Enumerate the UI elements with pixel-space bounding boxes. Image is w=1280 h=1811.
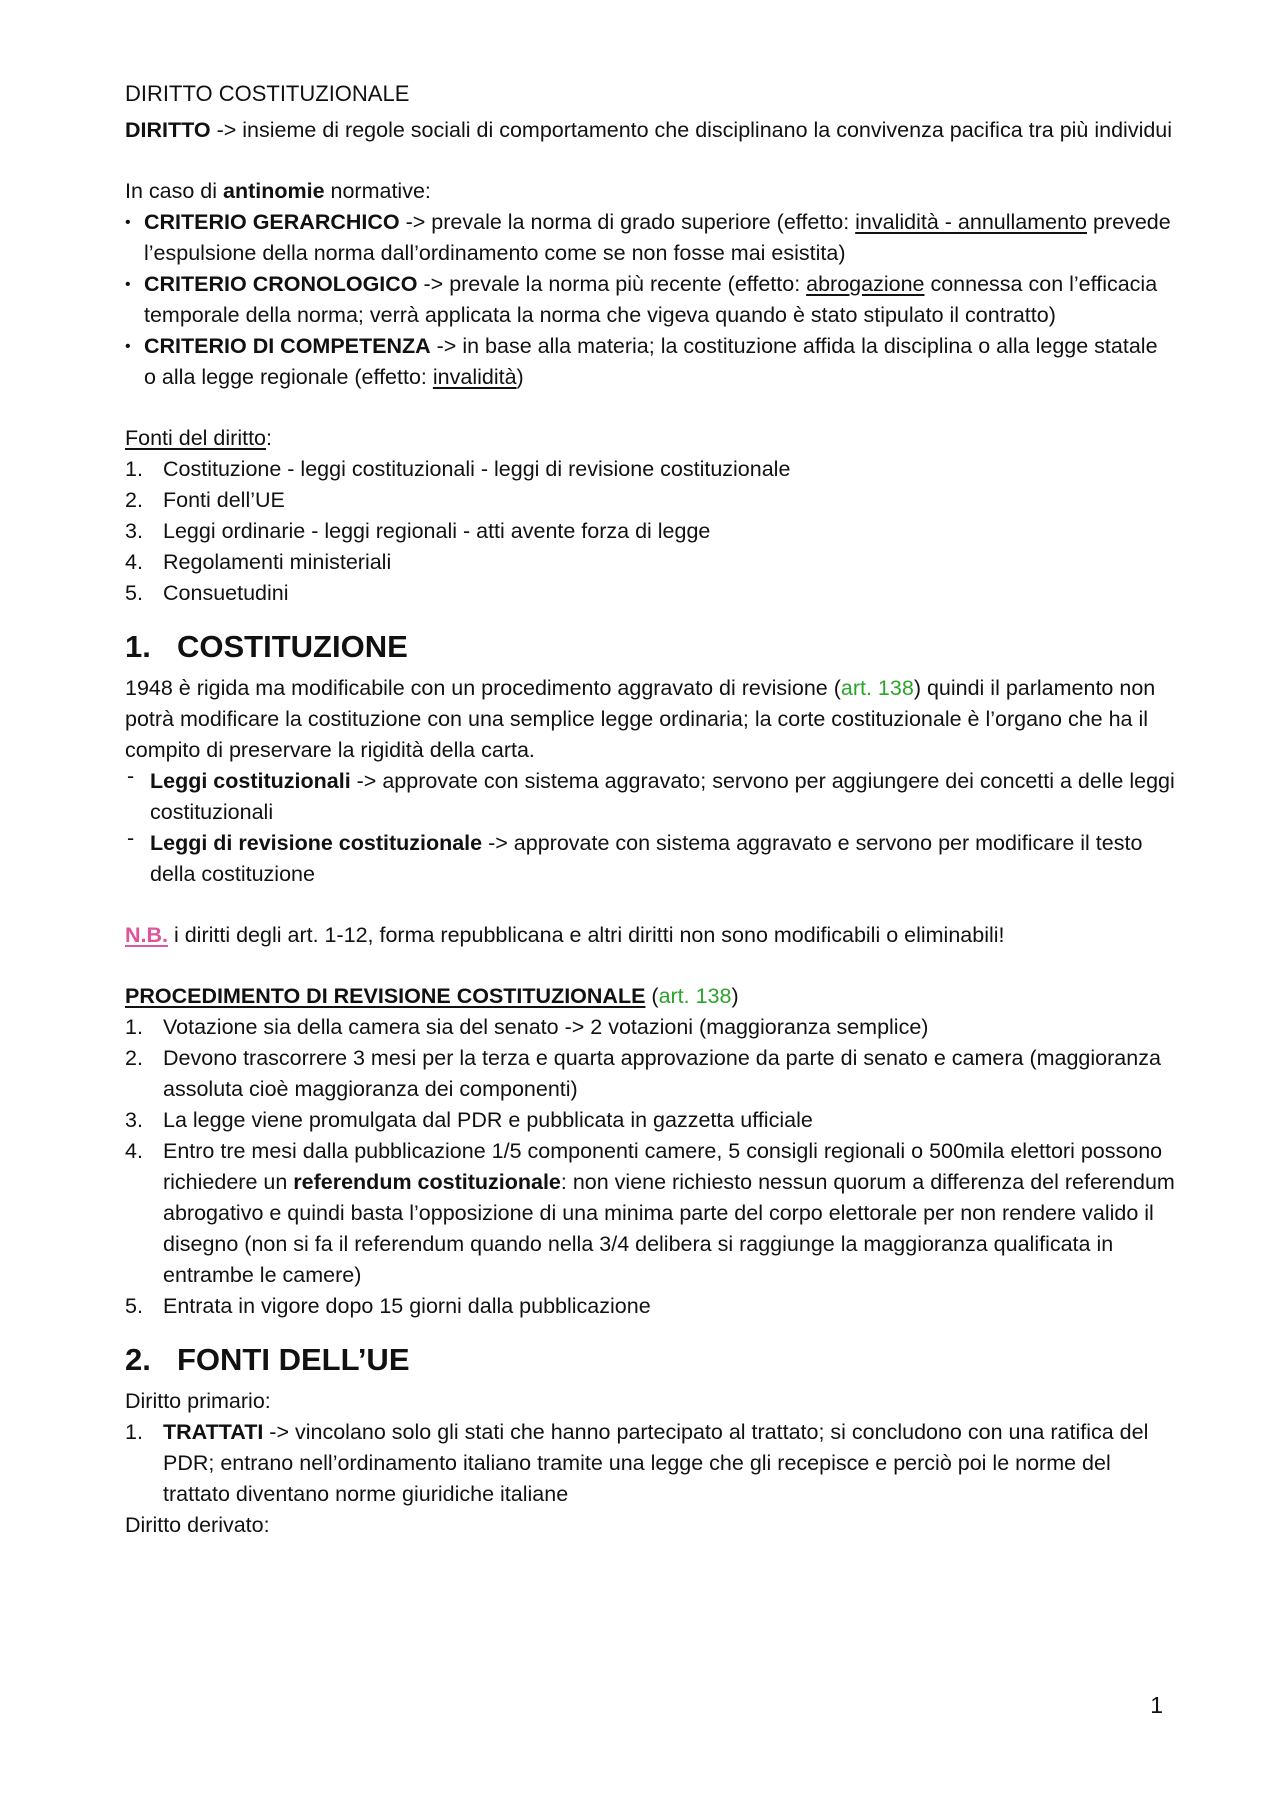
criterion-effect: invalidità - annullamento (855, 210, 1088, 234)
list-number: 2. (125, 488, 143, 512)
section-number: 1. (125, 629, 151, 664)
list-item (125, 547, 1175, 578)
procedimento-steps (125, 1012, 1175, 1322)
list-number: 4. (125, 550, 143, 574)
list-text: Regolamenti ministeriali (163, 550, 392, 574)
nb-text: i diritti degli art. 1-12, forma repubblicana e altri diritti non sono modificabili o eliminabili! (168, 923, 1005, 947)
list-number: 1. (125, 1015, 143, 1039)
paragraph-text: 1948 è rigida ma modificabile con un procedimento aggravato di revisione ( (125, 676, 841, 700)
criterion-text: connessa con l’efficacia temporale della norma; verrà applicata la norma che vigeva quando è stato stipulato il contratto) (144, 272, 1158, 327)
paren-open: ( (645, 984, 659, 1008)
list-item (125, 1105, 1175, 1136)
nb-label: N.B. (125, 923, 168, 947)
intro-paragraph (125, 115, 1175, 146)
definition: -> approvate con sistema aggravato; servono per aggiungere dei concetti a delle leggi costituzionali (150, 769, 1175, 824)
list-text: Entrata in vigore dopo 15 giorni dalla pubblicazione (163, 1294, 651, 1318)
list-item (125, 269, 1175, 331)
referendum-term: referendum costituzionale (293, 1170, 561, 1194)
list-text: Consuetudini (163, 581, 289, 605)
diritto-derivato-label: Diritto derivato: (125, 1513, 270, 1537)
diritto-primario-label: Diritto primario: (125, 1389, 271, 1413)
list-text: La legge viene promulgata dal PDR e pubblicata in gazzetta ufficiale (163, 1108, 813, 1132)
criterion-text: -> prevale la norma di grado superiore (effetto: (399, 210, 856, 234)
list-text: Leggi ordinarie - leggi regionali - atti avente forza di legge (163, 519, 711, 543)
fonti-heading (125, 423, 1175, 454)
document-page (125, 78, 1175, 1541)
list-number: 2. (125, 1046, 143, 1070)
list-number: 1. (125, 1420, 143, 1444)
list-number: 5. (125, 581, 143, 605)
list-item (125, 516, 1175, 547)
list-number: 5. (125, 1294, 143, 1318)
trattati-list (125, 1417, 1175, 1510)
list-item (125, 331, 1175, 393)
leggi-list (125, 766, 1175, 890)
list-item (125, 454, 1175, 485)
costituzione-paragraph (125, 673, 1175, 766)
article-reference: art. 138 (658, 984, 732, 1008)
article-reference: art. 138 (840, 676, 914, 700)
list-text: Votazione sia della camera sia del senato -> 2 votazioni (maggioranza semplice) (163, 1015, 929, 1039)
antinomie-term: antinomie (223, 179, 325, 203)
criterion-name: CRITERIO GERARCHICO (144, 210, 400, 234)
section-title: FONTI DELL’UE (177, 1342, 410, 1377)
antinomie-post: normative: (324, 179, 431, 203)
criterion-text: ) (516, 365, 524, 389)
list-number: 3. (125, 519, 143, 543)
criterion-text: -> prevale la norma più recente (effetto: (417, 272, 807, 296)
list-text: Costituzione - leggi costituzionali - leggi di revisione costituzionale (163, 457, 791, 481)
antinomie-pre: In caso di (125, 179, 223, 203)
section-title: COSTITUZIONE (177, 629, 408, 664)
list-item (125, 1417, 1175, 1510)
intro-text: -> insieme di regole sociali di comportamento che disciplinano la convivenza pacifica tra più individui (210, 118, 1173, 142)
list-text: Entro tre mesi dalla pubblicazione 1/5 componenti camere, 5 consigli regionali o 500mila elettori possono richiedere un (163, 1139, 1163, 1194)
list-number: 3. (125, 1108, 143, 1132)
page-number: 1 (1150, 1692, 1163, 1718)
list-item (125, 766, 1175, 828)
fonti-colon: : (266, 426, 272, 450)
section-heading-costituzione (125, 627, 1175, 667)
section-heading-fonti-ue (125, 1340, 1175, 1380)
paragraph-text: ) quindi il parlamento non potrà modificare la costituzione con una semplice legge ordinaria; la corte costituzionale è l’organo che ha il compito di preservare la rigidità della carta. (125, 676, 1156, 762)
section-number: 2. (125, 1342, 151, 1377)
definition: -> vincolano solo gli stati che hanno partecipato al trattato; si concludono con una ratifica del PDR; entrano nell’ordinamento italiano tramite una legge che gli recepisce e perciò poi le norme del trattato diventano norme giuridiche italiane (163, 1420, 1149, 1506)
list-number: 1. (125, 457, 143, 481)
criterion-text: -> in base alla materia; la costituzione affida la disciplina o alla legge statale o alla legge regionale (effetto: (144, 334, 1158, 389)
list-item (125, 1043, 1175, 1105)
list-text: Fonti dell’UE (163, 488, 285, 512)
nb-note (125, 920, 1175, 951)
criterion-effect: abrogazione (806, 272, 925, 296)
paren-close: ) (731, 984, 739, 1008)
definition: -> approvate con sistema aggravato e servono per modificare il testo della costituzione (150, 831, 1143, 886)
list-item (125, 578, 1175, 609)
list-text: : non viene richiesto nessun quorum a differenza del referendum abrogativo e quindi basta l’opposizione di una minima parte del corpo elettorale per non rendere valido il disegno (non si fa il referendum quando nella 3/4 delibera si raggiunge la maggioranza qualificata in entrambe le camere) (163, 1170, 1175, 1287)
list-text: Devono trascorrere 3 mesi per la terza e quarta approvazione da parte di senato e camera (maggioranza assoluta cioè maggioranza dei componenti) (163, 1046, 1161, 1101)
criterion-name: CRITERIO DI COMPETENZA (144, 334, 431, 358)
term: Leggi di revisione costituzionale (150, 831, 483, 855)
list-item (125, 828, 1175, 890)
list-item (125, 207, 1175, 269)
list-number: 4. (125, 1139, 143, 1163)
term: Leggi costituzionali (150, 769, 351, 793)
criterion-text: prevede l’espulsione della norma dall’ordinamento come se non fosse mai esistita) (144, 210, 1171, 265)
procedimento-heading (125, 981, 1175, 1012)
antinomie-intro (125, 176, 1175, 207)
list-item (125, 1291, 1175, 1322)
fonti-list (125, 454, 1175, 609)
term: TRATTATI (163, 1420, 264, 1444)
document-title: DIRITTO COSTITUZIONALE (125, 81, 410, 106)
criterion-effect: invalidità (432, 365, 517, 389)
fonti-heading-text: Fonti del diritto (125, 426, 267, 450)
list-item (125, 1012, 1175, 1043)
list-item (125, 485, 1175, 516)
list-item (125, 1136, 1175, 1291)
intro-term: DIRITTO (125, 118, 211, 142)
criteria-list (125, 207, 1175, 393)
criterion-name: CRITERIO CRONOLOGICO (144, 272, 418, 296)
procedimento-title: PROCEDIMENTO DI REVISIONE COSTITUZIONALE (125, 984, 646, 1008)
